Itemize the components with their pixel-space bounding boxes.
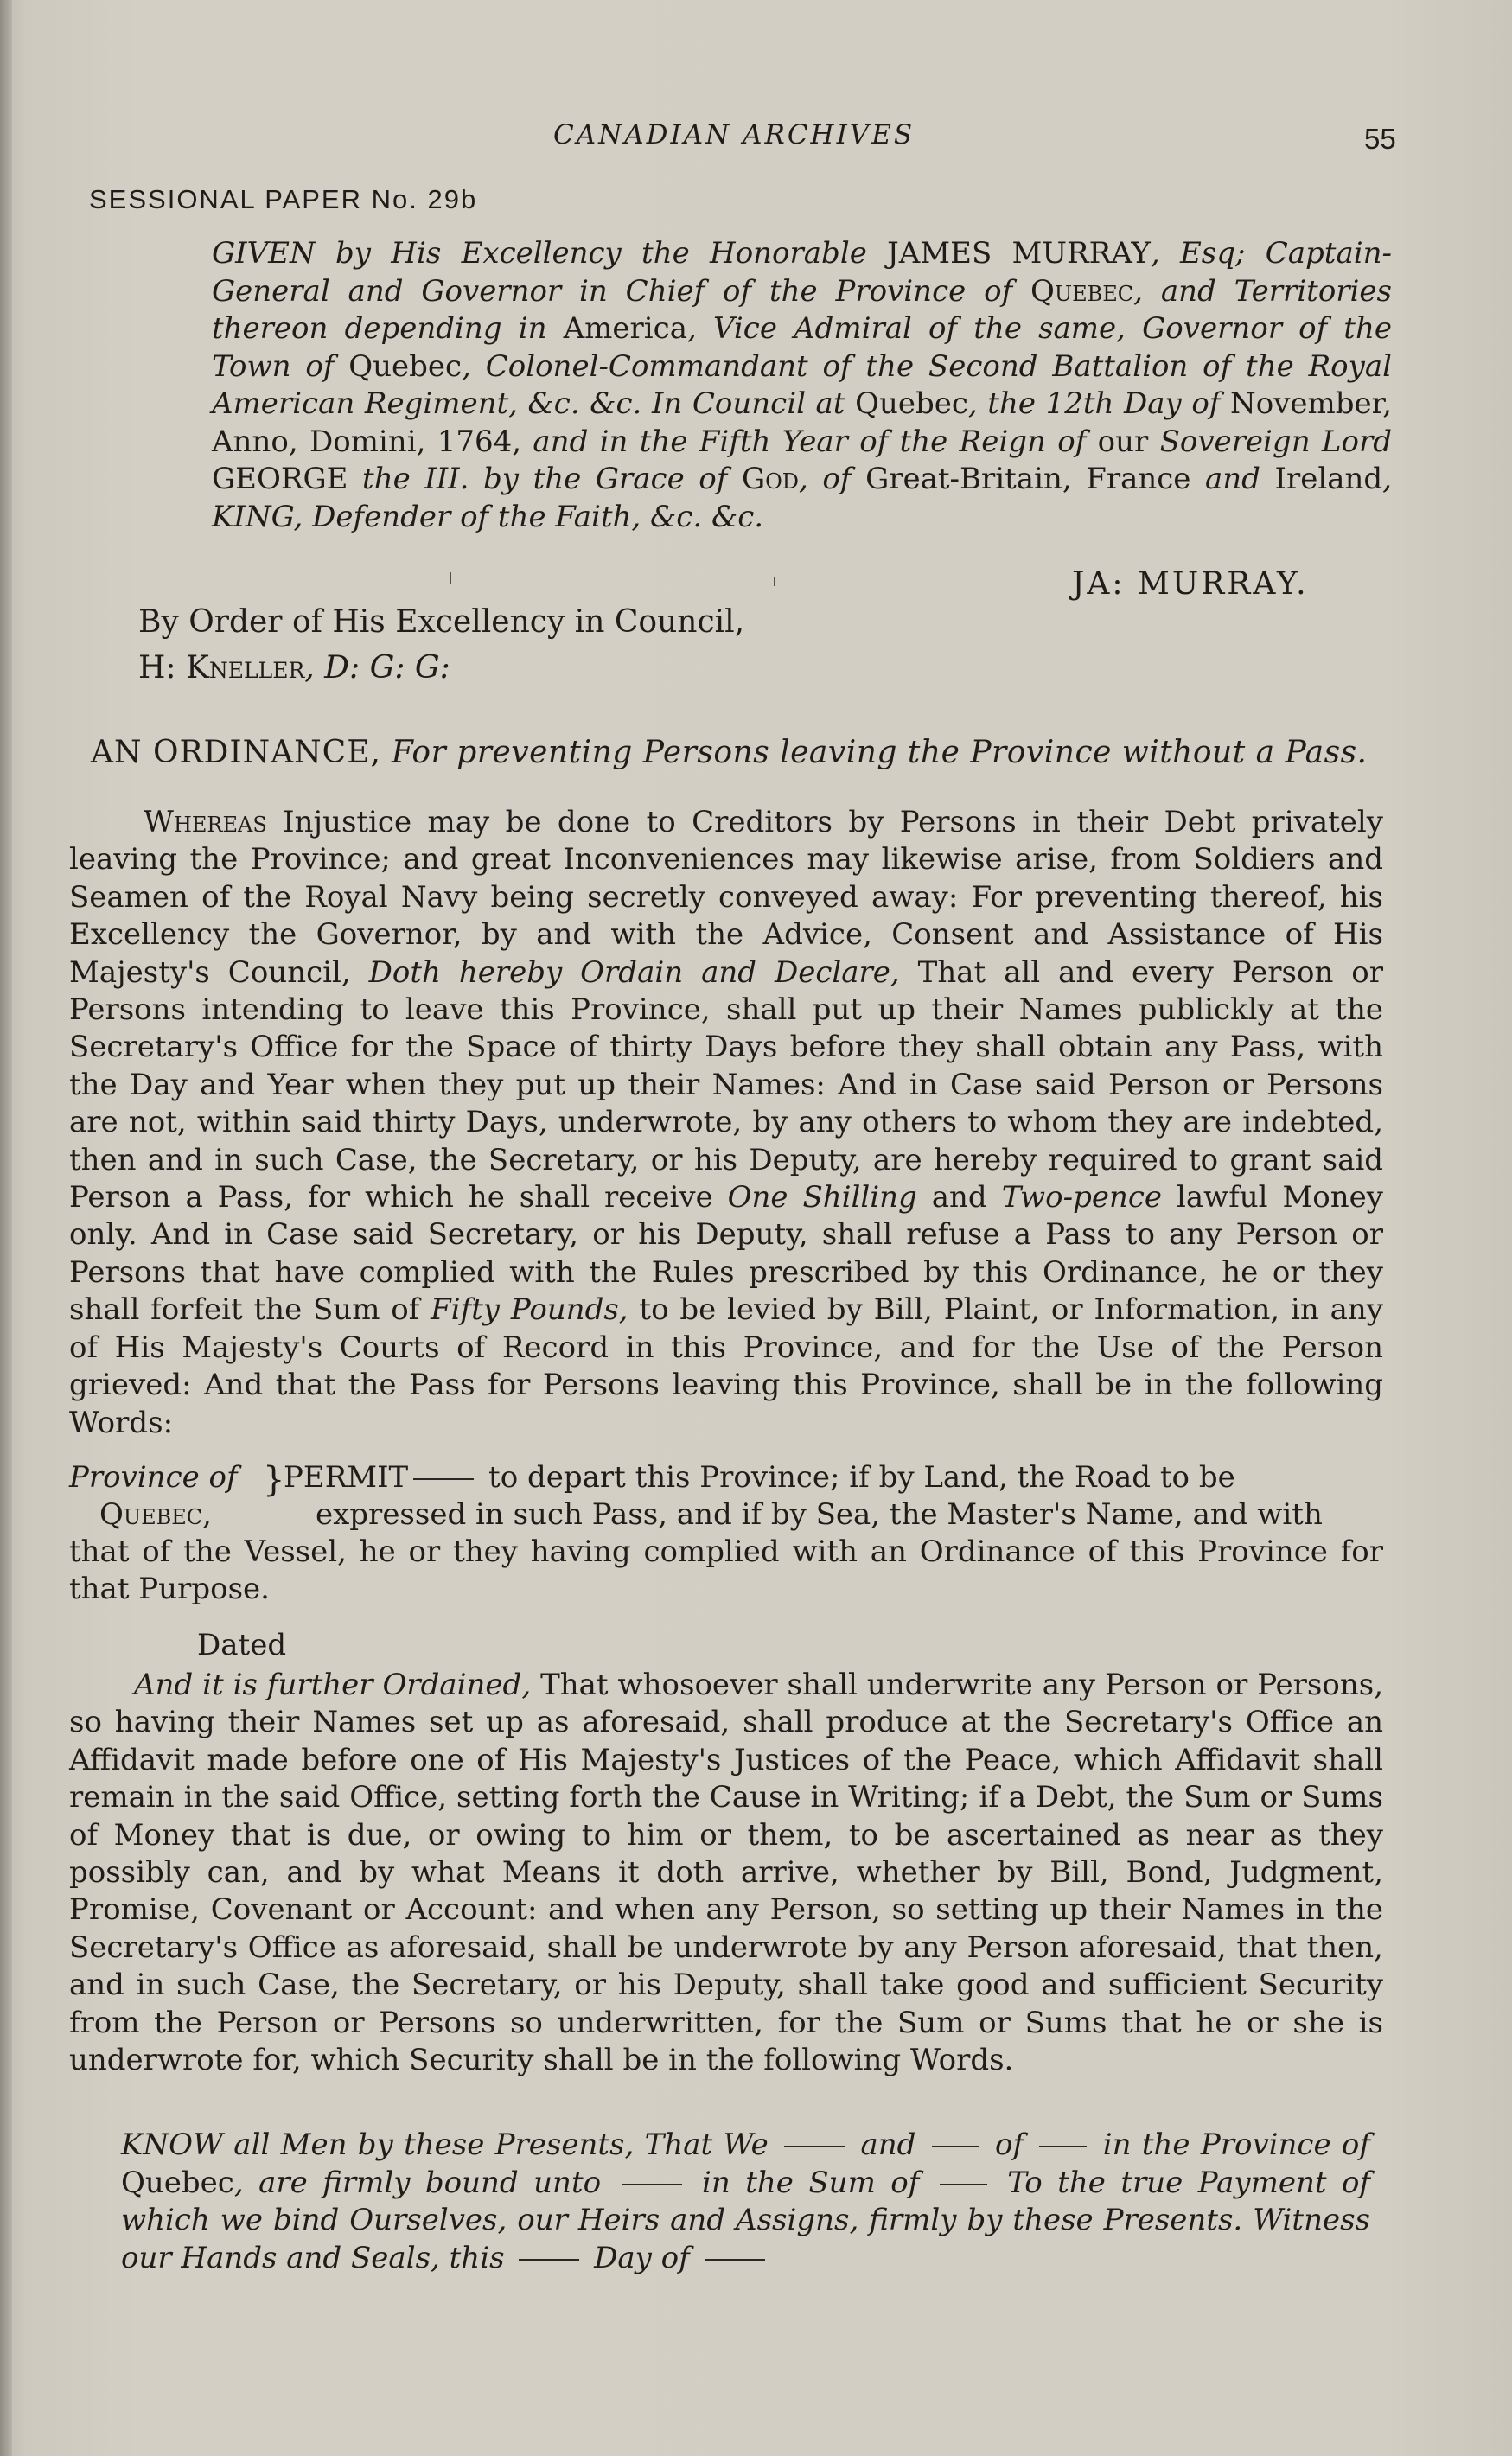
proclamation-date: November, Anno, Domini, 1764,	[212, 386, 1392, 459]
pass-form-line	[69, 1459, 1383, 1500]
clerk-initial: H:	[138, 650, 186, 686]
clerk-line	[138, 645, 744, 691]
page-header	[0, 119, 1512, 163]
blank-line	[784, 2146, 845, 2147]
preamble-text: God	[741, 462, 800, 496]
order-attestation	[138, 599, 744, 691]
blank-line	[940, 2184, 987, 2185]
paragraph-text: That all and every Person or Persons intending to leave this Province, shall put up their Names publickly at the Secretary's Office for the Space of thirty Days before they shall obtain any Pass, with the Day and Year when they put up their Names: And in Case said Person or Persons are not, within said thirty Days, underwrote, by any others to whom they are indebted, then and in such Case, the Secretary, or his Deputy, are hereby required to grant said Person a Pass, for which he shall receive	[69, 954, 1384, 1215]
brace-mark: }	[263, 1460, 285, 1500]
preamble-text: , Vice Admiral of the same, Governor of the Town of	[212, 311, 1392, 384]
pass-form	[69, 1459, 1383, 1609]
order-line: By Order of His Excellency in Council,	[138, 604, 745, 640]
signature: JA: MURRAY.	[1072, 566, 1309, 602]
ink-mark	[774, 577, 775, 586]
place-name: Quebec	[1030, 273, 1134, 309]
preamble-text: and	[1190, 462, 1275, 496]
pass-province-name: Quebec,	[99, 1497, 212, 1532]
bond-form	[121, 2127, 1370, 2277]
page-binding-edge	[0, 0, 12, 2456]
paragraph-emphasis: Doth hereby Ordain and Declare,	[368, 954, 900, 990]
place-name: Quebec	[348, 348, 463, 384]
fine-amount: Fifty Pounds,	[431, 1292, 628, 1328]
ordinance-paragraph	[69, 1667, 1383, 2079]
fee-amount: One Shilling	[727, 1180, 917, 1215]
ordinance-title: For preventing Persons leaving the Province without a Pass.	[380, 735, 1368, 770]
blank-line	[413, 1478, 474, 1480]
paragraph-lead: Whereas	[144, 805, 267, 839]
sovereign-name: GEORGE	[212, 462, 348, 496]
blank-line	[932, 2146, 979, 2147]
place-name: Quebec	[121, 2165, 234, 2200]
bond-text: To the true Payment of which we bind Ourselves, our Heirs and Assigns, firmly by these Presents. Witness our Hands and Seals, this	[121, 2165, 1371, 2275]
page-number: 55	[1364, 123, 1396, 155]
blank-line	[519, 2259, 579, 2261]
pass-province-label: Province of	[69, 1460, 238, 1495]
preamble-text: , KING, Defender of the Faith, &c. &c.	[212, 462, 1392, 534]
preamble-text: , and Territories thereon depending in	[212, 273, 1392, 346]
place-name: Ireland	[1274, 462, 1383, 496]
blank-line	[705, 2259, 765, 2261]
pass-text: that of the Vessel, he or they having complied with an Ordinance of this Province for that Purpose.	[69, 1534, 1383, 1607]
pass-text: to depart this Province; if by Land, the Road to be	[479, 1460, 1235, 1495]
blank-line	[622, 2184, 682, 2185]
ordinance-prefix: AN ORDINANCE,	[91, 735, 381, 770]
preamble-text: the III. by the Grace of	[348, 462, 742, 496]
bond-text: in the Province of	[1102, 2127, 1370, 2162]
bond-text: and	[860, 2127, 916, 2162]
pass-permit-word: PERMIT	[284, 1460, 409, 1495]
preamble-text: Sovereign Lord	[1148, 424, 1392, 459]
dated-line: Dated	[197, 1628, 287, 1662]
bond-text: , are firmly bound unto	[233, 2165, 602, 2200]
preamble-text: , of	[799, 462, 866, 496]
pass-form-line	[69, 1496, 1383, 1534]
bond-text: Day of	[594, 2240, 690, 2275]
fee-amount: Two-pence	[1001, 1180, 1163, 1215]
bond-text: in the Sum of	[702, 2165, 920, 2200]
pass-text: expressed in such Pass, and if by Sea, the Master's Name, and with	[316, 1497, 1323, 1532]
preamble-text: our	[1097, 424, 1149, 459]
bond-text: of	[995, 2127, 1024, 2162]
place-name: Great-Britain, France	[865, 462, 1191, 496]
proclamation-preamble	[212, 235, 1392, 536]
place-name: America	[563, 311, 687, 346]
paragraph-text: That whosoever shall underwrite any Person or Persons, so having their Names set up as aforesaid, shall produce at the Secretary's Office an Affidavit made before one of His Majesty's Justices of the Peace, which Affidavit shall remain in the said Office, setting forth the Cause in Writing; if a Debt, the Sum or Sums of Money that is due, or owing to him or them, to be ascertained as near as they possibly can, and by what Means it doth arrive, whether by Bill, Bond, Judgment, Promise, Covenant or Account: and when any Person, so setting up their Names in the Secretary's Office as aforesaid, shall be underwrote by any Person aforesaid, that then, and in such Case, the Secretary, or his Deputy, shall take good and sufficient Security from the Person or Persons so underwritten, for the Sum or Sums that he or she is underwrote for, which Security shall be in the following Words.	[69, 1668, 1383, 2078]
blank-line	[1039, 2146, 1087, 2147]
clerk-name: Kneller	[185, 650, 305, 686]
clerk-title: , D: G: G:	[304, 650, 450, 686]
ordinance-paragraph	[69, 804, 1383, 1442]
paragraph-lead: And it is further Ordained,	[134, 1668, 532, 1702]
paragraph-text: and	[916, 1180, 1002, 1215]
preamble-text: , Colonel-Commandant of the Second Battalion of the Royal American Regiment, &c. &c. In Council at	[212, 348, 1392, 421]
ordinance-heading	[91, 735, 1368, 770]
paragraph-text: lawful Money only. And in Case said Secretary, or his Deputy, shall refuse a Pass to any Person or Persons that have complied with the Rules prescribed by this Ordinance, he or they shall forfeit the Sum of	[69, 1180, 1383, 1328]
preamble-text: and in the Fifth Year of the Reign of	[521, 424, 1098, 459]
preamble-text: , Esq; Captain-General and Governor in Chief of the Province of	[212, 236, 1392, 309]
paragraph-text: to be levied by Bill, Plaint, or Information, in any of His Majesty's Courts of Record in this Province, and for the Use of the Person grieved: And that the Pass for Persons leaving this Province, shall be in the following Words:	[69, 1292, 1383, 1440]
bond-text: KNOW all Men by these Presents, That We	[121, 2127, 769, 2162]
ink-mark	[450, 572, 451, 584]
pass-permit-text	[284, 1459, 1383, 1496]
preamble-text: , the 12th Day of	[967, 386, 1230, 421]
running-title: CANADIAN ARCHIVES	[553, 119, 915, 150]
sessional-paper-label: SESSIONAL PAPER No. 29b	[89, 184, 478, 214]
paragraph-text: Injustice may be done to Creditors by Persons in their Debt privately leaving the Province; and great Inconveniences may likewise arise, from Soldiers and Seamen of the Royal Navy being secretly conveyed away: For preventing thereof, his Excellency the Governor, by and with the Advice, Consent and Assistance of His Majesty's Council,	[69, 805, 1383, 990]
governor-name: JAMES MURRAY	[887, 236, 1151, 271]
preamble-text: GIVEN by His Excellency the Honorable	[212, 236, 888, 271]
place-name: Quebec	[855, 386, 968, 421]
